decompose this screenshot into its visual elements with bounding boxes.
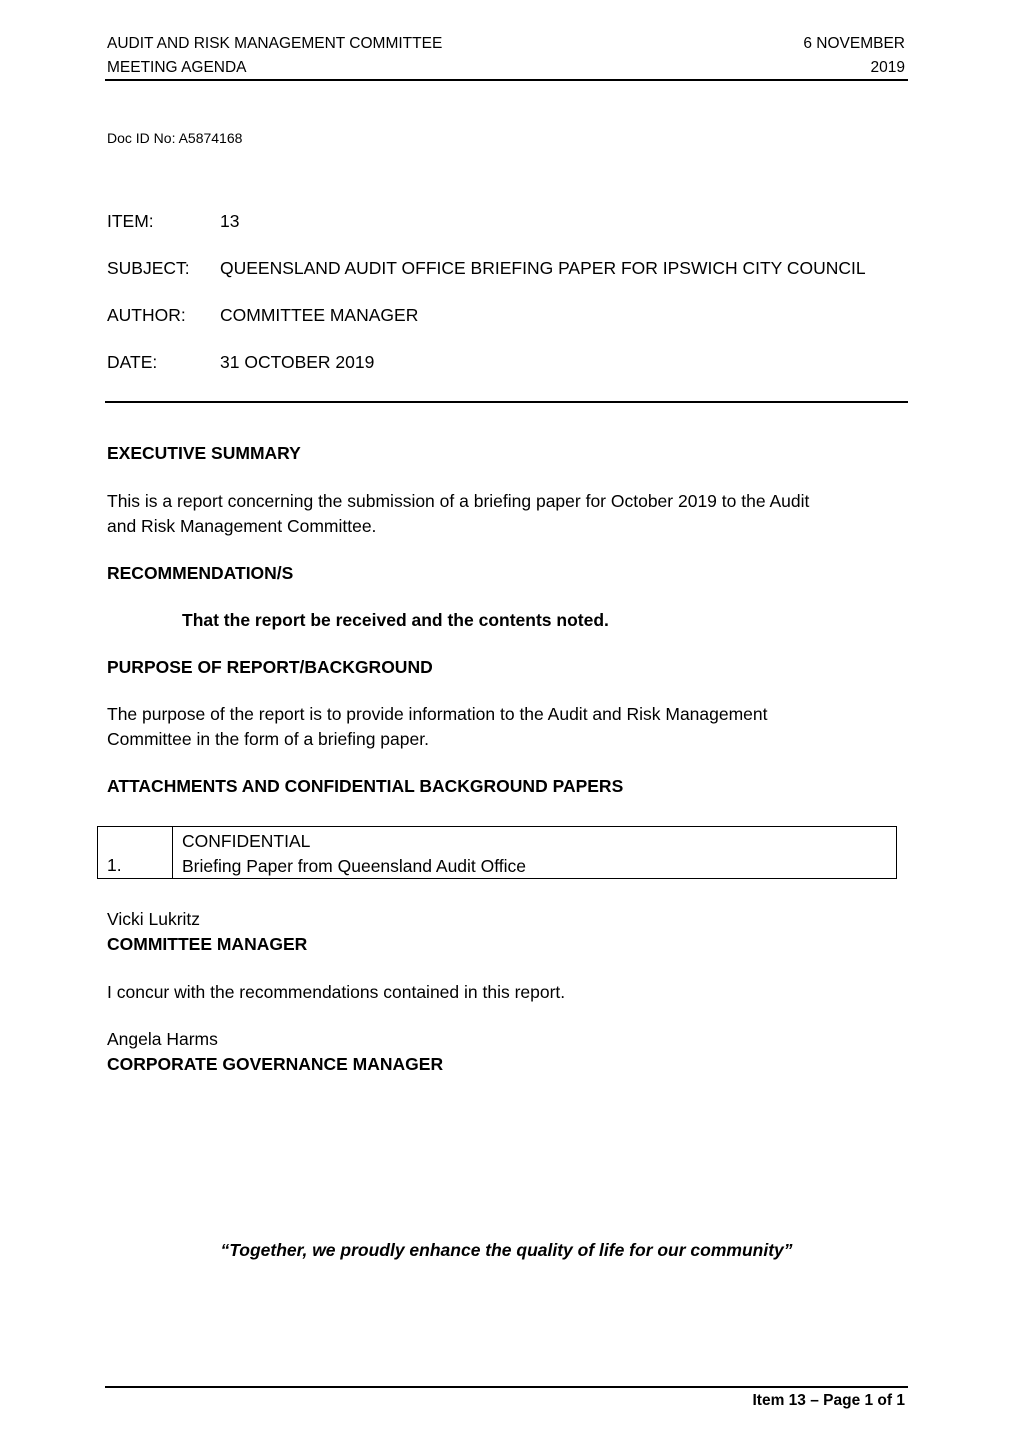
recommendation-heading: RECOMMENDATION/S bbox=[107, 563, 294, 583]
purpose-text bbox=[107, 702, 907, 752]
header-divider bbox=[105, 79, 908, 81]
signoff-governance-manager bbox=[107, 1027, 907, 1077]
meta-value: 13 bbox=[220, 211, 240, 231]
committee-name: AUDIT AND RISK MANAGEMENT COMMITTEE bbox=[107, 35, 443, 52]
meta-label: ITEM: bbox=[107, 211, 154, 231]
executive-summary-heading: EXECUTIVE SUMMARY bbox=[107, 443, 301, 463]
attachments-table bbox=[97, 826, 897, 879]
footer-divider bbox=[105, 1386, 908, 1388]
attachments-heading: ATTACHMENTS AND CONFIDENTIAL BACKGROUND PAPERS bbox=[107, 776, 624, 796]
executive-summary-line: and Risk Management Committee. bbox=[107, 516, 377, 536]
meeting-date-line1: 6 NOVEMBER bbox=[803, 35, 905, 52]
signoff-committee-manager bbox=[107, 907, 907, 957]
purpose-line: Committee in the form of a briefing paper. bbox=[107, 729, 429, 749]
purpose-line: The purpose of the report is to provide information to the Audit and Risk Management bbox=[107, 704, 768, 724]
meeting-agenda-label: MEETING AGENDA bbox=[107, 59, 247, 76]
meeting-date-line2: 2019 bbox=[870, 59, 905, 76]
signoff-title: COMMITTEE MANAGER bbox=[107, 934, 308, 954]
signoff-title: CORPORATE GOVERNANCE MANAGER bbox=[107, 1054, 444, 1074]
attachment-number-cell bbox=[98, 827, 173, 878]
meta-value: 31 OCTOBER 2019 bbox=[220, 352, 375, 372]
doc-id: Doc ID No: A5874168 bbox=[107, 130, 243, 146]
signoff-name: Vicki Lukritz bbox=[107, 909, 201, 929]
attachment-confidential-label: CONFIDENTIAL bbox=[182, 831, 311, 851]
recommendation-text: That the report be received and the contents noted. bbox=[182, 610, 609, 630]
page-footer: Item 13 – Page 1 of 1 bbox=[752, 1392, 905, 1409]
meta-label: AUTHOR: bbox=[107, 305, 186, 325]
meta-label: DATE: bbox=[107, 352, 158, 372]
signoff-name: Angela Harms bbox=[107, 1029, 218, 1049]
attachment-description-cell bbox=[182, 829, 526, 879]
purpose-heading: PURPOSE OF REPORT/BACKGROUND bbox=[107, 657, 433, 677]
attachment-title: Briefing Paper from Queensland Audit Office bbox=[182, 856, 527, 876]
concur-statement: I concur with the recommendations contained in this report. bbox=[107, 982, 566, 1002]
council-motto: “Together, we proudly enhance the quality of life for our community” bbox=[220, 1240, 793, 1260]
executive-summary-text bbox=[107, 489, 907, 539]
meta-value: QUEENSLAND AUDIT OFFICE BRIEFING PAPER FOR IPSWICH CITY COUNCIL bbox=[220, 258, 866, 278]
header-left bbox=[107, 32, 442, 80]
meta-divider bbox=[105, 401, 908, 403]
meta-value: COMMITTEE MANAGER bbox=[220, 305, 419, 325]
executive-summary-line: This is a report concerning the submission of a briefing paper for October 2019 to the Audit bbox=[107, 491, 810, 511]
attachment-number: 1. bbox=[107, 855, 122, 875]
meta-label: SUBJECT: bbox=[107, 258, 190, 278]
header-right bbox=[803, 32, 905, 80]
